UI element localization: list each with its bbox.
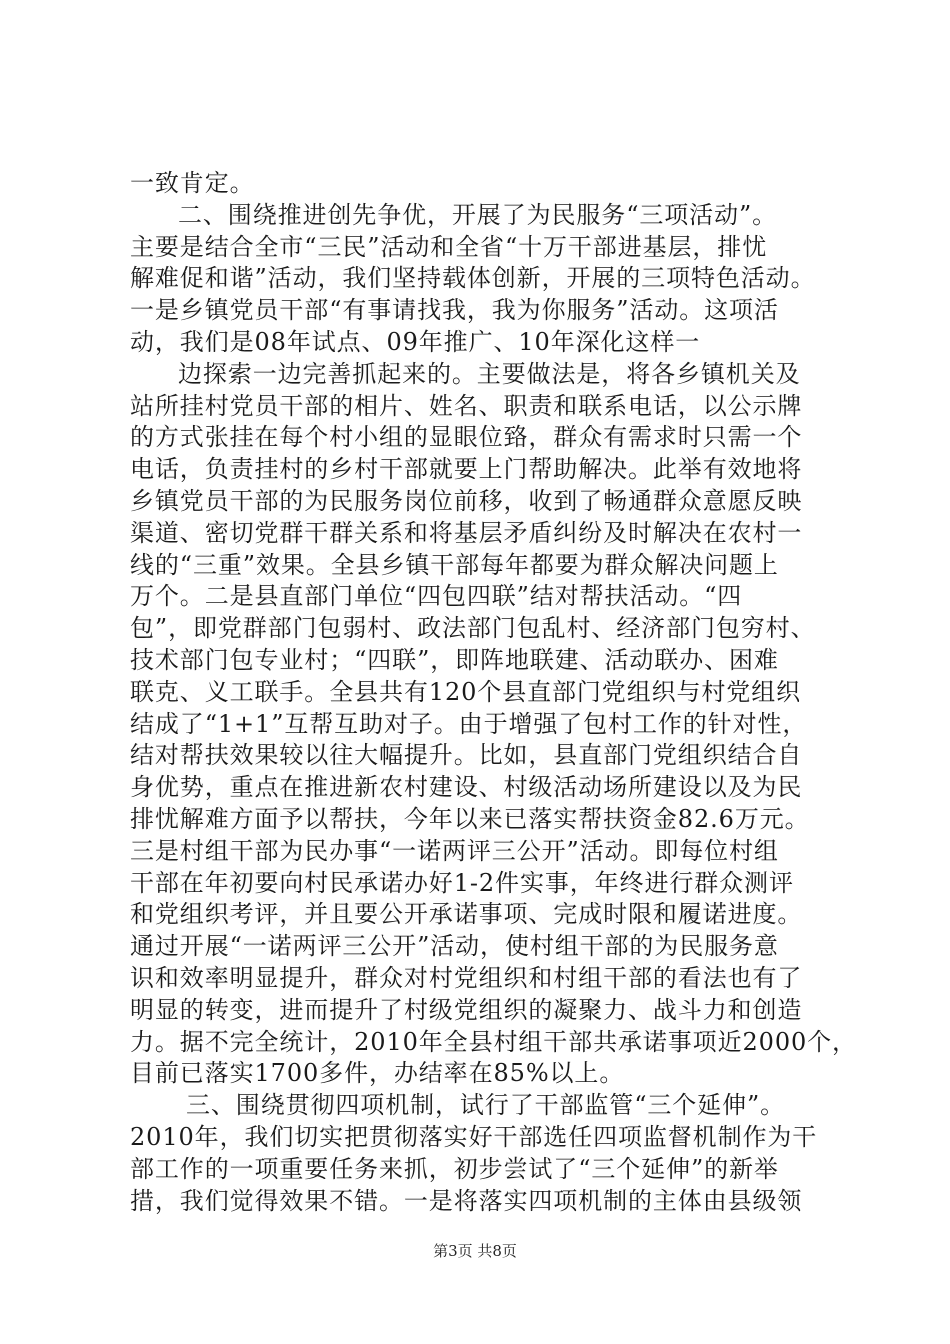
text-line: 识和效率明显提升，群众对村党组织和村组干部的看法也有了 (130, 963, 803, 992)
text-line: 结成了“1+1”互帮互助对子。由于增强了包村工作的针对性， (130, 709, 808, 738)
text-line: 包”，即党群部门包弱村、政法部门包乱村、经济部门包穷村、 (130, 614, 816, 643)
text-line: 电话，负责挂村的乡村干部就要上门帮助解决。此举有效地将 (130, 455, 803, 484)
text-line: 站所挂村党员干部的相片、姓名、职责和联系电话，以公示牌 (130, 391, 803, 420)
text-line: 联克、义工联手。全县共有120个县直部门党组织与村党组织 (130, 677, 802, 706)
page-number-footer: 第3页 共8页 (433, 1242, 517, 1260)
text-line: 通过开展“一诺两评三公开”活动，使村组干部的为民服务意 (130, 932, 779, 961)
text-line: 身优势，重点在推进新农村建设、村级活动场所建设以及为民 (130, 773, 803, 802)
section-heading-two: 二、围绕推进创先争优，开展了为民服务“三项活动”。 (178, 200, 778, 229)
text-line: 主要是结合全市“三民”活动和全省“十万干部进基层，排忧 (130, 232, 768, 261)
text-line: 明显的转变，进而提升了村级党组织的凝聚力、战斗力和创造 (130, 995, 803, 1024)
text-line: 技术部门包专业村；“四联”，即阵地联建、活动联办、困难 (130, 645, 779, 674)
text-line: 的方式张挂在每个村小组的显眼位臵，群众有需求时只需一个 (130, 423, 803, 452)
text-line: 三是村组干部为民办事“一诺两评三公开”活动。即每位村组 (130, 836, 779, 865)
section-heading-three: 三、围绕贯彻四项机制，试行了干部监管“三个延伸”。 (186, 1091, 786, 1120)
text-line: 一致肯定。 (130, 169, 255, 197)
text-line: 万个。二是县直部门单位“四包四联”结对帮扶活动。“四 (130, 582, 743, 611)
text-line: 目前已落实1700多件，办结率在85%以上。 (130, 1059, 625, 1088)
text-line: 解难促和谐”活动，我们坚持载体创新，开展的三项特色活动。 (130, 264, 816, 293)
text-line: 结对帮扶效果较以往大幅提升。比如，县直部门党组织结合自 (130, 741, 803, 770)
body-text (130, 168, 857, 1217)
text-line: 线的“三重”效果。全县乡镇干部每年都要为群众解决问题上 (130, 550, 779, 579)
text-line: 一是乡镇党员干部“有事请找我，我为你服务”活动。这项活 (130, 296, 779, 325)
text-line: 措，我们觉得效果不错。一是将落实四项机制的主体由县级领 (130, 1186, 803, 1215)
text-line: 乡镇党员干部的为民服务岗位前移，收到了畅通群众意愿反映 (130, 486, 803, 515)
text-line: 干部在年初要向村民承诺办好1-2件实事，年终进行群众测评 (130, 868, 794, 897)
text-line: 动，我们是08年试点、09年推广、10年深化这样一 (130, 327, 701, 356)
text-line: 和党组织考评，并且要公开承诺事项、完成时限和履诺进度。 (130, 900, 803, 929)
text-line: 渠道、密切党群干群关系和将基层矛盾纠纷及时解决在农村一 (130, 518, 803, 547)
text-line: 边探索一边完善抓起来的。主要做法是，将各乡镇机关及 (178, 359, 801, 388)
text-line: 2010年，我们切实把贯彻落实好干部选任四项监督机制作为干 (130, 1122, 818, 1151)
text-line: 力。据不完全统计，2010年全县村组干部共承诺事项近2000个， (130, 1027, 857, 1056)
text-line: 部工作的一项重要任务来抓，初步尝试了“三个延伸”的新举 (130, 1154, 779, 1183)
text-line: 排忧解难方面予以帮扶，今年以来已落实帮扶资金82.6万元。 (130, 804, 810, 833)
